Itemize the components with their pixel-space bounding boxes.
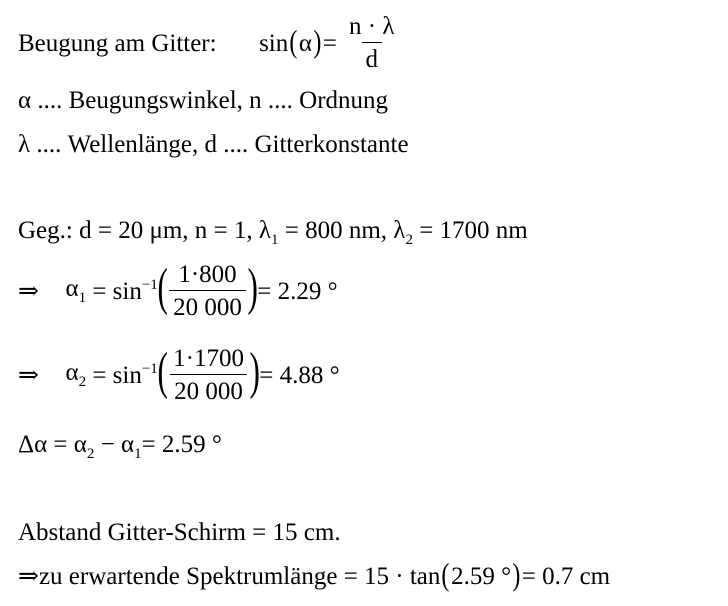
formula-arg: α [298, 29, 313, 57]
paren-close: ) [512, 556, 521, 592]
formula-denominator: d [362, 42, 383, 72]
spectrum-length: ⇒zu erwartende Spektrumlänge = 15 · tan(2.59 °)= 0.7 cm [18, 556, 611, 592]
paren-close: ) [247, 259, 258, 316]
formula-eq: = [322, 29, 337, 57]
implies-arrow: ⇒ [18, 361, 39, 389]
calc-alpha1: ⇒ $\alpha_1 = \sin^{-1}$( $\frac{1\cdot 800}{20 000}$ )= 2.29 ° [18, 259, 338, 321]
definition-lambda: λ .... Wellenlänge, d .... Gitterkonstante [18, 131, 409, 158]
paren-open: ( [441, 556, 450, 592]
definition-alpha: α .... Beugungswinkel, n .... Ordnung [18, 87, 389, 114]
implies-arrow: ⇒ [18, 562, 39, 590]
formula-sin: sin [259, 29, 289, 57]
distance-screen: Abstand Gitter-Schirm = 15 cm. [18, 519, 341, 546]
fraction-alpha1: $\frac{1\cdot 800}{20 000}$ [169, 262, 246, 320]
delta-alpha: $\Delta\alpha = \alpha_2 - \alpha_1= 2.59$ ° [18, 431, 222, 462]
formula-fraction [345, 14, 398, 72]
implies-arrow: ⇒ [18, 277, 39, 305]
paren-close: ) [313, 23, 322, 59]
given-values: Geg.: d = 20 μm, n = 1, $\lambda_1 = 800$ nm, $\lambda_2 = 1700$ nm [18, 217, 528, 248]
paren-open: ( [157, 259, 168, 316]
formula-label: Beugung am Gitter: [18, 29, 217, 57]
formula-diffraction [18, 14, 401, 78]
paren-open: ( [289, 23, 298, 59]
calc-alpha2: ⇒ $\alpha_2 = \sin^{-1}$( $\frac{1\cdot 1700}{20 000}$ )= 4.88 ° [18, 343, 340, 405]
result-alpha2: = 4.88 ° [259, 361, 340, 389]
formula-numerator: n · λ [349, 13, 395, 40]
paren-close: ) [249, 343, 260, 400]
result-alpha1: = 2.29 ° [257, 277, 338, 305]
fraction-alpha2: $\frac{1\cdot 1700}{20 000}$ [169, 346, 248, 404]
paren-open: ( [157, 343, 168, 400]
result-spectrum: = 0.7 cm [521, 562, 611, 590]
